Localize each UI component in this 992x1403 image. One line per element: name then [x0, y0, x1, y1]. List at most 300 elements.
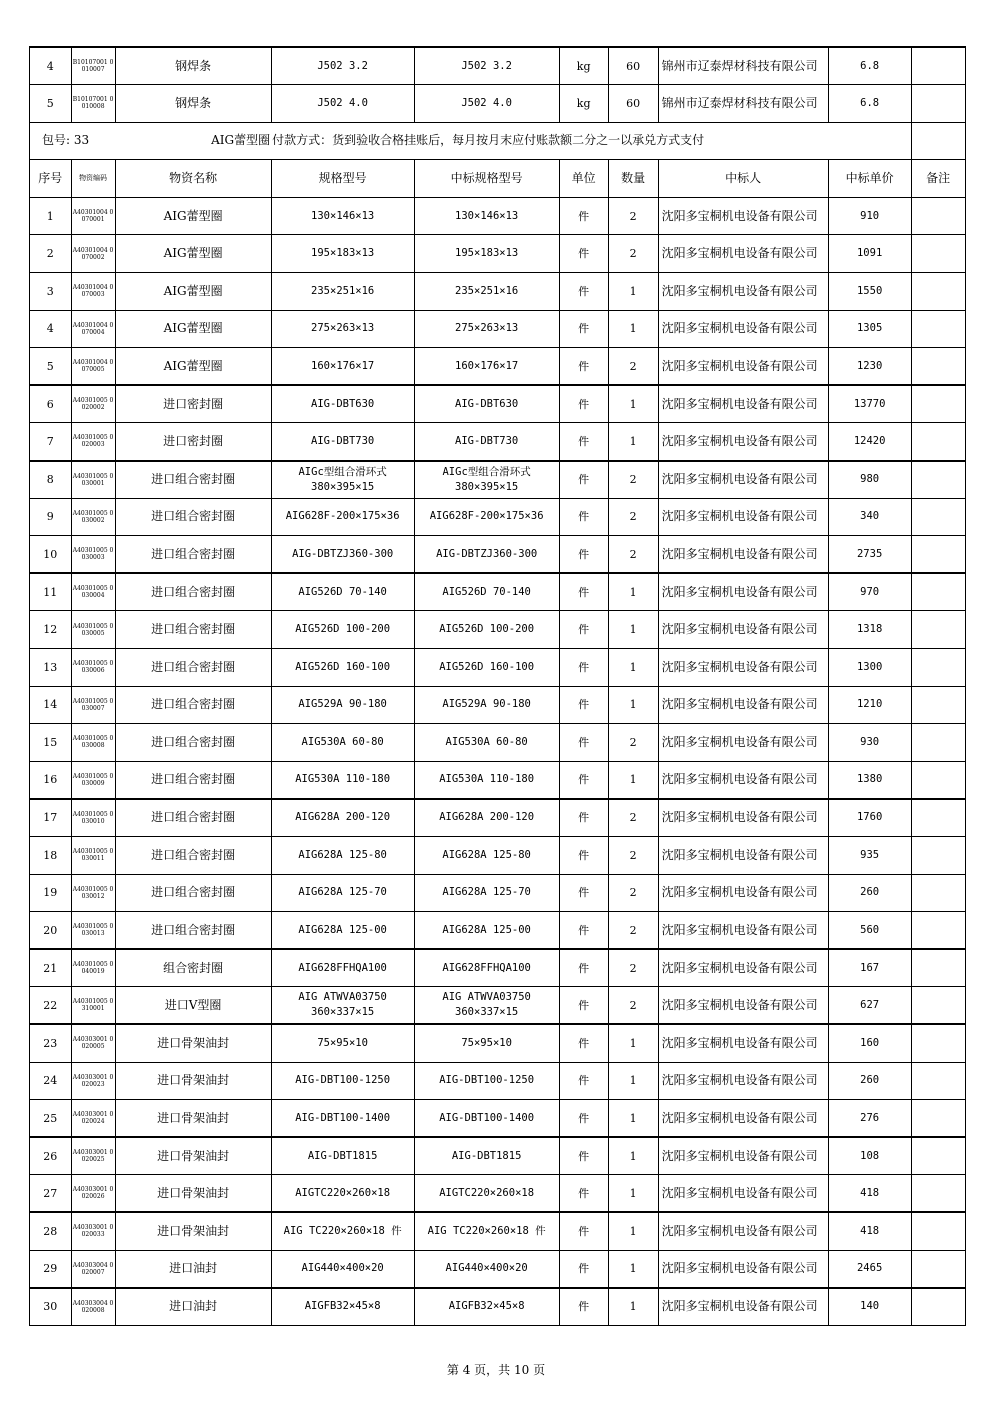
winning-bidder: 沈阳多宝桐机电设备有限公司 — [658, 1250, 828, 1288]
remark — [911, 1137, 965, 1175]
winning-bidder: 沈阳多宝桐机电设备有限公司 — [658, 799, 828, 837]
header-unit-price: 中标单价 — [828, 160, 911, 198]
quantity: 2 — [608, 197, 658, 235]
spec-model: AIG530A 60-80 — [271, 724, 414, 762]
winning-spec-model: AIG526D 70-140 — [414, 573, 559, 611]
table-row — [30, 799, 966, 837]
quantity: 2 — [608, 536, 658, 574]
remark — [911, 799, 965, 837]
spec-model: AIG526D 100-200 — [271, 611, 414, 649]
spec-model: AIG529A 90-180 — [271, 686, 414, 724]
spec-line-2: 380×395×15 — [311, 480, 375, 493]
material-code: A40301005 0030002 — [71, 498, 115, 536]
row-number: 22 — [30, 987, 72, 1025]
unit-price: 340 — [828, 498, 911, 536]
row-number: 8 — [30, 461, 72, 499]
unit-price: 13770 — [828, 385, 911, 423]
unit-price: 1300 — [828, 649, 911, 687]
winning-bidder: 沈阳多宝桐机电设备有限公司 — [658, 1062, 828, 1100]
table-row — [30, 461, 966, 499]
material-code: A40301005 0030013 — [71, 912, 115, 950]
table-row — [30, 1137, 966, 1175]
winning-bidder: 锦州市辽泰焊材科技有限公司 — [658, 47, 828, 85]
table-row — [30, 197, 966, 235]
winning-bidder: 沈阳多宝桐机电设备有限公司 — [658, 348, 828, 386]
quantity: 2 — [608, 836, 658, 874]
spec-model: AIG-DBT1815 — [271, 1137, 414, 1175]
spec-line-1: AIG ATWVA03750 — [442, 991, 531, 1004]
spec-model: AIG-DBTZJ360-300 — [271, 536, 414, 574]
material-name: 进口骨架油封 — [115, 1212, 271, 1250]
payment-terms — [271, 122, 911, 160]
page-footer: 第 4 页，共 10 页 — [446, 1363, 546, 1377]
quantity: 2 — [608, 949, 658, 987]
unit-price: 6.8 — [828, 47, 911, 85]
row-number: 29 — [30, 1250, 72, 1288]
winning-spec-model: AIG529A 90-180 — [414, 686, 559, 724]
material-code: A40301005 0030006 — [71, 649, 115, 687]
table-row — [30, 912, 966, 950]
quantity: 1 — [608, 686, 658, 724]
table-row — [30, 649, 966, 687]
spec-model: 195×183×13 — [271, 235, 414, 273]
winning-bidder: 沈阳多宝桐机电设备有限公司 — [658, 1024, 828, 1062]
unit: 件 — [559, 1175, 608, 1213]
unit: 件 — [559, 1288, 608, 1326]
material-name: 进口骨架油封 — [115, 1024, 271, 1062]
table-row — [30, 385, 966, 423]
material-name: 进口组合密封圈 — [115, 761, 271, 799]
winning-spec-model: AIG628A 200-120 — [414, 799, 559, 837]
unit-price: 627 — [828, 987, 911, 1025]
quantity: 1 — [608, 1137, 658, 1175]
winning-bidder: 沈阳多宝桐机电设备有限公司 — [658, 498, 828, 536]
unit-price: 910 — [828, 197, 911, 235]
material-code: B10107001 0010007 — [71, 47, 115, 85]
material-name: 进口组合密封圈 — [115, 686, 271, 724]
spec-line-2: 360×337×15 — [455, 1006, 519, 1019]
spec-model: 75×95×10 — [271, 1024, 414, 1062]
material-code: A40301005 0030010 — [71, 799, 115, 837]
winning-bidder: 沈阳多宝桐机电设备有限公司 — [658, 385, 828, 423]
quantity: 1 — [608, 423, 658, 461]
row-number: 21 — [30, 949, 72, 987]
material-name: 进口骨架油封 — [115, 1175, 271, 1213]
table-row — [30, 1100, 966, 1138]
winning-spec-model: AIG526D 100-200 — [414, 611, 559, 649]
row-number: 14 — [30, 686, 72, 724]
material-name: 进口组合密封圈 — [115, 498, 271, 536]
remark — [911, 1212, 965, 1250]
material-name: 进口骨架油封 — [115, 1100, 271, 1138]
unit-price: 276 — [828, 1100, 911, 1138]
spec-model: J502 3.2 — [271, 47, 414, 85]
unit: 件 — [559, 836, 608, 874]
winning-bidder: 沈阳多宝桐机电设备有限公司 — [658, 1175, 828, 1213]
header-spec-model: 规格型号 — [271, 160, 414, 198]
remark — [911, 573, 965, 611]
winning-bidder: 沈阳多宝桐机电设备有限公司 — [658, 573, 828, 611]
quantity: 1 — [608, 1250, 658, 1288]
unit: 件 — [559, 498, 608, 536]
winning-spec-model: AIG-DBT730 — [414, 423, 559, 461]
header-material-code: 物资编码 — [71, 160, 115, 198]
row-number: 16 — [30, 761, 72, 799]
material-code: A40303001 0020025 — [71, 1137, 115, 1175]
quantity: 1 — [608, 1100, 658, 1138]
bid-result-table — [29, 46, 966, 1326]
spec-model: 160×176×17 — [271, 348, 414, 386]
spec-model: 235×251×16 — [271, 273, 414, 311]
winning-bidder: 沈阳多宝桐机电设备有限公司 — [658, 461, 828, 499]
remark — [911, 461, 965, 499]
material-code: A40301004 0070003 — [71, 273, 115, 311]
unit-price: 980 — [828, 461, 911, 499]
material-name: 进口组合密封圈 — [115, 912, 271, 950]
unit-price: 1760 — [828, 799, 911, 837]
spec-model: J502 4.0 — [271, 85, 414, 123]
material-name: 进口组合密封圈 — [115, 536, 271, 574]
quantity: 2 — [608, 912, 658, 950]
unit: kg — [559, 47, 608, 85]
row-number: 6 — [30, 385, 72, 423]
unit-price: 260 — [828, 874, 911, 912]
header-row — [30, 160, 966, 198]
winning-spec-model: AIG-DBTZJ360-300 — [414, 536, 559, 574]
winning-bidder: 沈阳多宝桐机电设备有限公司 — [658, 1288, 828, 1326]
row-number: 4 — [30, 310, 72, 348]
winning-spec-model: AIG628A 125-70 — [414, 874, 559, 912]
winning-bidder: 沈阳多宝桐机电设备有限公司 — [658, 273, 828, 311]
table-row — [30, 987, 966, 1025]
row-number: 1 — [30, 197, 72, 235]
row-number: 19 — [30, 874, 72, 912]
package-label — [30, 122, 272, 160]
material-code: A40303001 0020005 — [71, 1024, 115, 1062]
winning-spec-model: 195×183×13 — [414, 235, 559, 273]
spec-model: AIG526D 160-100 — [271, 649, 414, 687]
material-name: AIG蕾型圈 — [115, 235, 271, 273]
material-code: B10107001 0010008 — [71, 85, 115, 123]
package-number: 包号: 33 — [42, 133, 90, 148]
unit-price: 2735 — [828, 536, 911, 574]
remark — [911, 1250, 965, 1288]
winning-spec-model: AIG628A 125-00 — [414, 912, 559, 950]
quantity: 1 — [608, 1288, 658, 1326]
unit: 件 — [559, 235, 608, 273]
quantity: 1 — [608, 273, 658, 311]
material-name: 钢焊条 — [115, 85, 271, 123]
winning-bidder: 沈阳多宝桐机电设备有限公司 — [658, 197, 828, 235]
winning-spec-model: AIG440×400×20 — [414, 1250, 559, 1288]
spec-model: AIG530A 110-180 — [271, 761, 414, 799]
row-number: 7 — [30, 423, 72, 461]
table-row — [30, 573, 966, 611]
unit-price: 167 — [828, 949, 911, 987]
unit: 件 — [559, 799, 608, 837]
remark — [911, 611, 965, 649]
winning-bidder: 沈阳多宝桐机电设备有限公司 — [658, 1100, 828, 1138]
remark — [911, 310, 965, 348]
row-number: 24 — [30, 1062, 72, 1100]
unit-price: 140 — [828, 1288, 911, 1326]
spec-model: AIG628A 200-120 — [271, 799, 414, 837]
quantity: 1 — [608, 385, 658, 423]
winning-spec-model: AIG526D 160-100 — [414, 649, 559, 687]
remark — [911, 761, 965, 799]
winning-spec-model: AIG-DBT630 — [414, 385, 559, 423]
row-number: 25 — [30, 1100, 72, 1138]
table-row — [30, 536, 966, 574]
unit-price: 1550 — [828, 273, 911, 311]
quantity: 1 — [608, 1175, 658, 1213]
material-name: 进口组合密封圈 — [115, 836, 271, 874]
winning-spec-model: AIG628A 125-80 — [414, 836, 559, 874]
spec-model: AIG628F-200×175×36 — [271, 498, 414, 536]
winning-spec-model: AIG628FFHQA100 — [414, 949, 559, 987]
spec-line-2: 360×337×15 — [311, 1006, 375, 1019]
row-number: 12 — [30, 611, 72, 649]
spec-line-1: AIGc型组合滑环式 — [298, 465, 387, 478]
winning-bidder: 沈阳多宝桐机电设备有限公司 — [658, 235, 828, 273]
winning-bidder: 沈阳多宝桐机电设备有限公司 — [658, 1137, 828, 1175]
unit-price: 160 — [828, 1024, 911, 1062]
table-row — [30, 874, 966, 912]
spec-model: 275×263×13 — [271, 310, 414, 348]
unit-price: 2465 — [828, 1250, 911, 1288]
spec-model: AIG-DBT730 — [271, 423, 414, 461]
material-name: 进口骨架油封 — [115, 1062, 271, 1100]
winning-spec-model: AIG-DBT100-1250 — [414, 1062, 559, 1100]
unit-price: 560 — [828, 912, 911, 950]
remark — [911, 273, 965, 311]
material-name: 进口组合密封圈 — [115, 724, 271, 762]
row-number: 18 — [30, 836, 72, 874]
winning-spec-model: AIG-DBT100-1400 — [414, 1100, 559, 1138]
package-row — [30, 122, 966, 160]
material-name: AIG蕾型圈 — [115, 273, 271, 311]
winning-spec-model: 130×146×13 — [414, 197, 559, 235]
remark — [911, 912, 965, 950]
unit-price: 935 — [828, 836, 911, 874]
remark — [911, 1100, 965, 1138]
unit: 件 — [559, 385, 608, 423]
unit: 件 — [559, 1212, 608, 1250]
unit-price: 418 — [828, 1175, 911, 1213]
unit: 件 — [559, 1250, 608, 1288]
quantity: 2 — [608, 461, 658, 499]
table-row — [30, 686, 966, 724]
winning-bidder: 沈阳多宝桐机电设备有限公司 — [658, 836, 828, 874]
winning-bidder: 沈阳多宝桐机电设备有限公司 — [658, 761, 828, 799]
winning-spec-model: AIGTC220×260×18 — [414, 1175, 559, 1213]
spec-model — [271, 987, 414, 1025]
winning-spec-model: J502 3.2 — [414, 47, 559, 85]
row-number: 26 — [30, 1137, 72, 1175]
material-name: 进口组合密封圈 — [115, 799, 271, 837]
table-row — [30, 949, 966, 987]
table-row — [30, 611, 966, 649]
unit: 件 — [559, 649, 608, 687]
winning-bidder: 沈阳多宝桐机电设备有限公司 — [658, 949, 828, 987]
remark — [911, 1062, 965, 1100]
winning-spec-model: AIGFB32×45×8 — [414, 1288, 559, 1326]
material-code: A40301005 0020003 — [71, 423, 115, 461]
spec-line-1: AIG ATWVA03750 — [298, 991, 387, 1004]
spec-model: AIGFB32×45×8 — [271, 1288, 414, 1326]
header-winning-spec-model: 中标规格型号 — [414, 160, 559, 198]
material-code: A40301005 0030011 — [71, 836, 115, 874]
table-row — [30, 1062, 966, 1100]
unit: 件 — [559, 686, 608, 724]
unit-price: 6.8 — [828, 85, 911, 123]
material-code: A40301004 0070002 — [71, 235, 115, 273]
winning-spec-model: AIG-DBT1815 — [414, 1137, 559, 1175]
material-code: A40301005 0030001 — [71, 461, 115, 499]
material-code: A40303004 0020007 — [71, 1250, 115, 1288]
material-code: A40301005 0310001 — [71, 987, 115, 1025]
quantity: 2 — [608, 348, 658, 386]
material-name: 进口组合密封圈 — [115, 874, 271, 912]
material-name: AIG蕾型圈 — [115, 348, 271, 386]
unit-price: 1318 — [828, 611, 911, 649]
unit: 件 — [559, 1100, 608, 1138]
winning-bidder: 沈阳多宝桐机电设备有限公司 — [658, 874, 828, 912]
spec-model: AIG526D 70-140 — [271, 573, 414, 611]
unit: 件 — [559, 1062, 608, 1100]
material-name: 进口V型圈 — [115, 987, 271, 1025]
quantity: 1 — [608, 611, 658, 649]
row-number: 4 — [30, 47, 72, 85]
unit: 件 — [559, 310, 608, 348]
material-name: 进口油封 — [115, 1250, 271, 1288]
unit-price: 1091 — [828, 235, 911, 273]
spec-model: AIG628FFHQA100 — [271, 949, 414, 987]
unit-price: 418 — [828, 1212, 911, 1250]
spec-model: AIG TC220×260×18 件 — [271, 1212, 414, 1250]
quantity: 1 — [608, 1024, 658, 1062]
table-row — [30, 273, 966, 311]
unit: 件 — [559, 536, 608, 574]
unit-price: 1230 — [828, 348, 911, 386]
remark — [911, 85, 965, 123]
row-number: 27 — [30, 1175, 72, 1213]
winning-bidder: 沈阳多宝桐机电设备有限公司 — [658, 987, 828, 1025]
winning-bidder: 锦州市辽泰焊材科技有限公司 — [658, 85, 828, 123]
table-row — [30, 423, 966, 461]
spec-model: AIG-DBT100-1400 — [271, 1100, 414, 1138]
payment-terms-text: 付款方式：货到验收合格挂账后，每月按月末应付账款额二分之一以承兑方式支付 — [272, 133, 705, 148]
spec-model: AIG628A 125-80 — [271, 836, 414, 874]
winning-bidder: 沈阳多宝桐机电设备有限公司 — [658, 423, 828, 461]
material-code: A40301005 0020002 — [71, 385, 115, 423]
material-name: 进口组合密封圈 — [115, 461, 271, 499]
unit: 件 — [559, 724, 608, 762]
material-code: A40303001 0020024 — [71, 1100, 115, 1138]
material-code: A40301005 0030007 — [71, 686, 115, 724]
remark — [911, 686, 965, 724]
row-number: 3 — [30, 273, 72, 311]
row-number: 30 — [30, 1288, 72, 1326]
material-code: A40303001 0020026 — [71, 1175, 115, 1213]
winning-bidder: 沈阳多宝桐机电设备有限公司 — [658, 611, 828, 649]
unit: 件 — [559, 874, 608, 912]
winning-bidder: 沈阳多宝桐机电设备有限公司 — [658, 1212, 828, 1250]
row-number: 17 — [30, 799, 72, 837]
winning-spec-model: AIG628F-200×175×36 — [414, 498, 559, 536]
table-row — [30, 1250, 966, 1288]
table-row — [30, 1288, 966, 1326]
material-name: 进口油封 — [115, 1288, 271, 1326]
material-code: A40301005 0030008 — [71, 724, 115, 762]
unit-price: 1305 — [828, 310, 911, 348]
unit: kg — [559, 85, 608, 123]
material-name: 进口骨架油封 — [115, 1137, 271, 1175]
unit-price: 260 — [828, 1062, 911, 1100]
winning-spec-model — [414, 461, 559, 499]
spec-model: AIG440×400×20 — [271, 1250, 414, 1288]
winning-bidder: 沈阳多宝桐机电设备有限公司 — [658, 686, 828, 724]
winning-bidder: 沈阳多宝桐机电设备有限公司 — [658, 536, 828, 574]
unit: 件 — [559, 273, 608, 311]
unit: 件 — [559, 348, 608, 386]
winning-spec-model: AIG530A 110-180 — [414, 761, 559, 799]
unit: 件 — [559, 573, 608, 611]
remark — [911, 649, 965, 687]
winning-spec-model: 160×176×17 — [414, 348, 559, 386]
row-number: 2 — [30, 235, 72, 273]
row-number: 23 — [30, 1024, 72, 1062]
material-name: 进口密封圈 — [115, 385, 271, 423]
winning-spec-model: 75×95×10 — [414, 1024, 559, 1062]
unit: 件 — [559, 423, 608, 461]
winning-spec-model: 235×251×16 — [414, 273, 559, 311]
table-row — [30, 1024, 966, 1062]
header-remark: 备注 — [911, 160, 965, 198]
unit-price: 970 — [828, 573, 911, 611]
unit-price: 1380 — [828, 761, 911, 799]
quantity: 2 — [608, 235, 658, 273]
winning-bidder: 沈阳多宝桐机电设备有限公司 — [658, 724, 828, 762]
remark — [911, 836, 965, 874]
row-number: 5 — [30, 85, 72, 123]
row-number: 10 — [30, 536, 72, 574]
unit: 件 — [559, 1137, 608, 1175]
spec-model: 130×146×13 — [271, 197, 414, 235]
remark — [911, 1288, 965, 1326]
spec-line-1: AIGc型组合滑环式 — [442, 465, 531, 478]
spec-model: AIGTC220×260×18 — [271, 1175, 414, 1213]
remark — [911, 536, 965, 574]
package-blank — [911, 122, 965, 160]
unit: 件 — [559, 611, 608, 649]
material-code: A40303001 0020023 — [71, 1062, 115, 1100]
quantity: 60 — [608, 85, 658, 123]
remark — [911, 1024, 965, 1062]
material-code: A40303001 0020033 — [71, 1212, 115, 1250]
table-row — [30, 85, 966, 123]
row-number: 15 — [30, 724, 72, 762]
unit: 件 — [559, 949, 608, 987]
row-number: 9 — [30, 498, 72, 536]
remark — [911, 987, 965, 1025]
table-body — [30, 47, 966, 1325]
table-row — [30, 498, 966, 536]
table-row — [30, 348, 966, 386]
header-winning-bidder: 中标人 — [658, 160, 828, 198]
remark — [911, 949, 965, 987]
unit-price: 1210 — [828, 686, 911, 724]
